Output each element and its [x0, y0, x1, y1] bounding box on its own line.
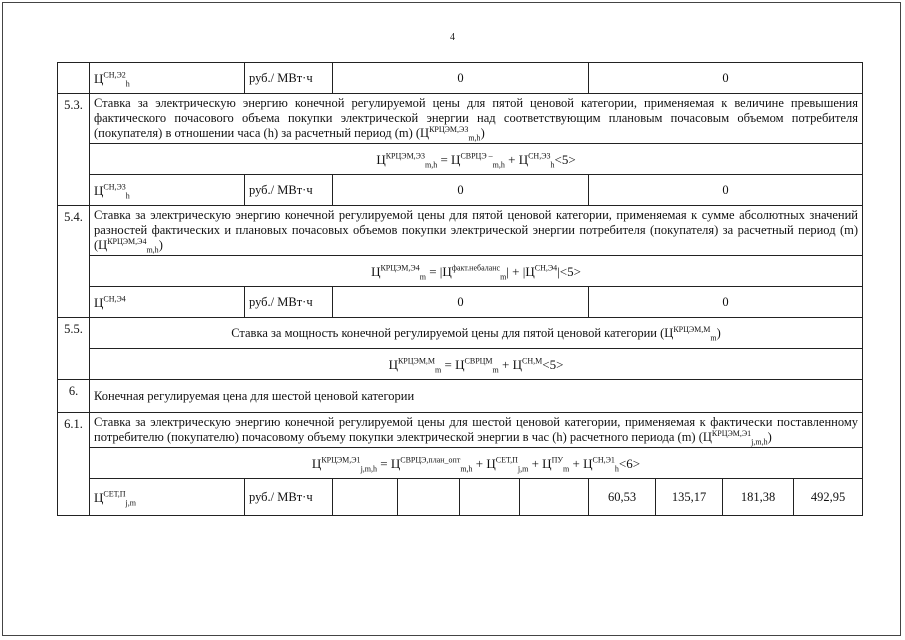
value-cell — [333, 479, 398, 516]
table-row — [58, 94, 863, 144]
formula-cell: $Ц^{КРЦЭМ,Э1}_{j,m,h} = Ц^{СВРЦЭ,план\_опт}_{m,h} + Ц^{СЕТ,П}_{j,m} + Ц^{ПУ}_m + Ц^{СН,Э1}_h<6>$ — [90, 448, 863, 479]
symbol-cell: $Ц^{СН,Э3}_h$ — [90, 175, 245, 206]
symbol-cell: $Ц^{СН,Э4}$ — [90, 287, 245, 318]
unit-cell: руб./ МВт·ч — [245, 479, 333, 516]
table-row — [58, 144, 863, 175]
description-cell: Конечная регулируемая цена для шестой ценовой категории — [90, 380, 863, 413]
value-cell: 0 — [589, 63, 863, 94]
row-number-cell — [58, 63, 90, 94]
table-row — [58, 206, 863, 256]
unit-cell: руб./ МВт·ч — [245, 63, 333, 94]
formula-cell: $Ц^{КРЦЭМ,Э3}_{m,h} = Ц^{СВРЦЭ -}_{m,h} + Ц^{СН,Э3}_h<5>$ — [90, 144, 863, 175]
description-cell: Ставка за мощность конечной регулируемой цены для пятой ценовой категории $(Ц^{КРЦЭМ,М}_m)$ — [90, 318, 863, 349]
value-cell — [398, 479, 460, 516]
row-number-cell: 5.4. — [58, 206, 90, 318]
formula-cell: $Ц^{КРЦЭМ,М}_m = Ц^{СВРЦМ}_m + Ц^{СН,М}<5>$ — [90, 349, 863, 380]
table-row — [58, 448, 863, 479]
value-cell: 0 — [589, 287, 863, 318]
table-row — [58, 318, 863, 349]
table-row — [58, 380, 863, 413]
table-row — [58, 63, 863, 94]
page-number: 4 — [450, 32, 455, 43]
description-cell: Ставка за электрическую энергию конечной регулируемой цены для пятой ценовой категории, применяемая к величине превышения фактического почасового объема покупки электрической энергии над соответствующим плановым почасовым объемом потребителя (покупателя) в отношении часа (h) за расчетный период (m) $(Ц^{КРЦЭМ,Э3}_{m,h})$ — [90, 94, 863, 144]
table-row — [58, 413, 863, 448]
value-cell: 181,38 — [723, 479, 794, 516]
table-row — [58, 256, 863, 287]
value-cell: 0 — [589, 175, 863, 206]
row-number-cell: 6. — [58, 380, 90, 413]
formula-cell: $Ц^{КРЦЭМ,Э4}_m = |Ц^{факт.небаланс}_m| + |Ц^{СН,Э4}|<5>$ — [90, 256, 863, 287]
table-row — [58, 479, 863, 516]
row-number-cell: 5.5. — [58, 318, 90, 380]
value-cell: 492,95 — [794, 479, 863, 516]
row-number-cell: 6.1. — [58, 413, 90, 516]
table-row — [58, 349, 863, 380]
unit-cell: руб./ МВт·ч — [245, 175, 333, 206]
description-cell: Ставка за электрическую энергию конечной регулируемой цены для пятой ценовой категории, применяемая к сумме абсолютных значений разностей фактических и плановых почасовых объемов покупки электрической энергии потребителя (покупателя) за расчетный период (m) $(Ц^{КРЦЭМ,Э4}_{m,h})$ — [90, 206, 863, 256]
value-cell — [460, 479, 520, 516]
value-cell: 0 — [333, 175, 589, 206]
table-row — [58, 287, 863, 318]
symbol-cell: $Ц^{СЕТ,П}_{j,m}$ — [90, 479, 245, 516]
value-cell: 0 — [333, 63, 589, 94]
value-cell: 0 — [333, 287, 589, 318]
unit-cell: руб./ МВт·ч — [245, 287, 333, 318]
row-number-cell: 5.3. — [58, 94, 90, 206]
symbol-cell: $Ц^{СН,Э2}_h$ — [90, 63, 245, 94]
value-cell — [520, 479, 589, 516]
table-row — [58, 175, 863, 206]
description-cell: Ставка за электрическую энергию конечной регулируемой цены для шестой ценовой категории, применяемая к фактически поставленному потребителю (покупателю) почасовому объему покупки электрической энергии в час (h) расчетного периода (m) $(Ц^{КРЦЭМ,Э1}_{j,m,h})$ — [90, 413, 863, 448]
value-cell: 60,53 — [589, 479, 656, 516]
tariff-table — [57, 62, 863, 516]
value-cell: 135,17 — [656, 479, 723, 516]
